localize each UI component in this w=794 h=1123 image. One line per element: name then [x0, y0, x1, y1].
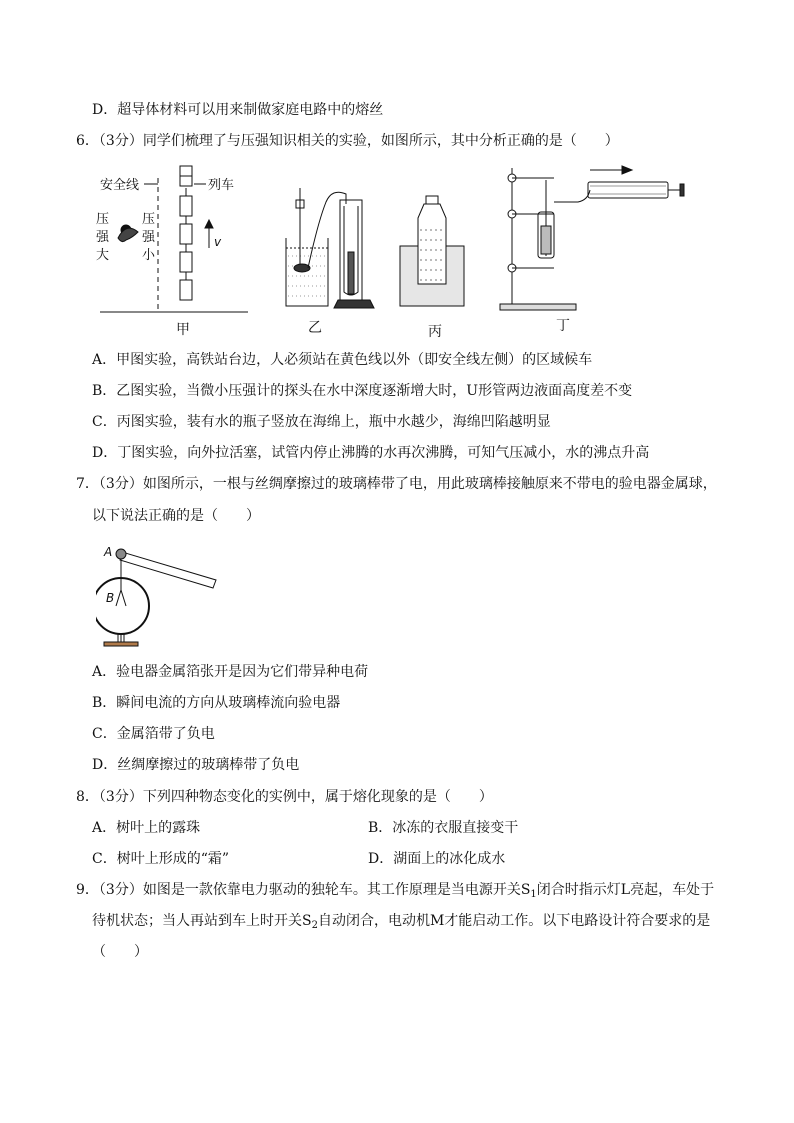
- q9-line1-post: 闭合时指示灯L亮起，车处于: [536, 882, 715, 898]
- q9-line1-pre: 9．（3分）如图是一款依靠电力驱动的独轮车。其工作原理是当电源开关S: [76, 882, 531, 898]
- figure-ding: [498, 160, 688, 340]
- high-pressure-label-1: 压: [96, 212, 110, 227]
- bottle: [418, 204, 446, 284]
- probe: [294, 264, 310, 272]
- high-pressure-label-3: 大: [96, 248, 110, 263]
- glass-rod: [120, 552, 216, 588]
- low-pressure-label-3: 小: [142, 248, 156, 263]
- caption-ding: 丁: [556, 318, 570, 334]
- stand-base: [334, 300, 374, 308]
- syringe: [588, 182, 668, 198]
- caption-yi: 乙: [308, 320, 322, 336]
- q7-option-c: C．金属箔带了负电: [92, 726, 215, 742]
- caption-bing: 丙: [428, 324, 442, 340]
- q7-option-a: A．验电器金属箔张开是因为它们带异种电荷: [92, 664, 369, 680]
- safety-line-label: 安全线: [100, 178, 140, 193]
- q9-line2-pre: 待机状态；当人再站到车上时开关S: [92, 913, 312, 929]
- train-label: 列车: [208, 178, 235, 193]
- q7-option-b: B．瞬间电流的方向从玻璃棒流向验电器: [92, 695, 341, 711]
- train-car: [180, 224, 192, 244]
- figure-jia: [96, 160, 252, 340]
- q9-line2-sub: 2: [311, 920, 318, 931]
- metal-ball: [116, 549, 126, 559]
- q8-option-c: C．树叶上形成的“霜”: [92, 851, 230, 867]
- q9-line3: （ ）: [92, 944, 148, 960]
- velocity-label: v: [214, 235, 222, 249]
- q8-stem: 8．（3分）下列四种物态变化的实例中，属于熔化现象的是（ ）: [76, 789, 493, 805]
- bottle-cap: [426, 196, 438, 204]
- figure-electroscope: [96, 536, 222, 650]
- train-car: [180, 196, 192, 216]
- figure-yi: [278, 182, 382, 338]
- q7-option-d: D．丝绸摩擦过的玻璃棒带了负电: [92, 757, 300, 773]
- low-pressure-label-2: 强: [142, 230, 156, 245]
- pull-arrow-icon: [622, 166, 632, 174]
- q7-stem-line1: 7．（3分）如图所示，一根与丝绸摩擦过的玻璃棒带了电，用此玻璃棒接触原来不带电的验电器金属球，: [76, 476, 717, 492]
- electroscope-jar: [96, 578, 149, 634]
- stand-base: [500, 304, 576, 310]
- q5-option-d: D．超导体材料可以用来制做家庭电路中的熔丝: [92, 102, 384, 118]
- q6-option-c: C．丙图实验，装有水的瓶子竖放在海绵上，瓶中水越少，海绵凹陷越明显: [92, 414, 551, 430]
- q6-option-b: B．乙图实验，当微小压强计的探头在水中深度逐渐增大时，U形管两边液面高度差不变: [92, 383, 633, 399]
- train-car: [180, 252, 192, 272]
- high-pressure-label-2: 强: [96, 230, 110, 245]
- figure-bing: [394, 190, 498, 340]
- q9-line1: [76, 880, 714, 900]
- sponge: [400, 246, 464, 306]
- label-b: B: [106, 591, 115, 605]
- train-car: [180, 280, 192, 300]
- q8-option-a: A．树叶上的露珠: [92, 820, 201, 836]
- train-car: [180, 166, 192, 176]
- q9-line2: [92, 911, 710, 931]
- label-a: A: [104, 545, 113, 559]
- q9-line2-post: 自动闭合，电动机M才能启动工作。以下电路设计符合要求的是: [317, 913, 711, 929]
- electroscope-base: [104, 642, 138, 646]
- q6-option-a: A．甲图实验，高铁站台边，人必须站在黄色线以外（即安全线左侧）的区域候车: [92, 352, 593, 368]
- q8-option-d: D．湖面上的冰化成水: [368, 851, 506, 867]
- low-pressure-label-1: 压: [142, 212, 156, 227]
- q9-line1-sub: 1: [530, 889, 537, 900]
- q7-stem-line2: 以下说法正确的是（ ）: [92, 508, 260, 524]
- caption-jia: 甲: [176, 322, 190, 338]
- q6-option-d: D．丁图实验，向外拉活塞，试管内停止沸腾的水再次沸腾，可知气压减小，水的沸点升高: [92, 445, 650, 461]
- q6-stem: 6．（3分）同学们梳理了与压强知识相关的实验，如图所示，其中分析正确的是（ ）: [76, 133, 619, 149]
- q8-option-b: B．冰冻的衣服直接变干: [368, 820, 519, 836]
